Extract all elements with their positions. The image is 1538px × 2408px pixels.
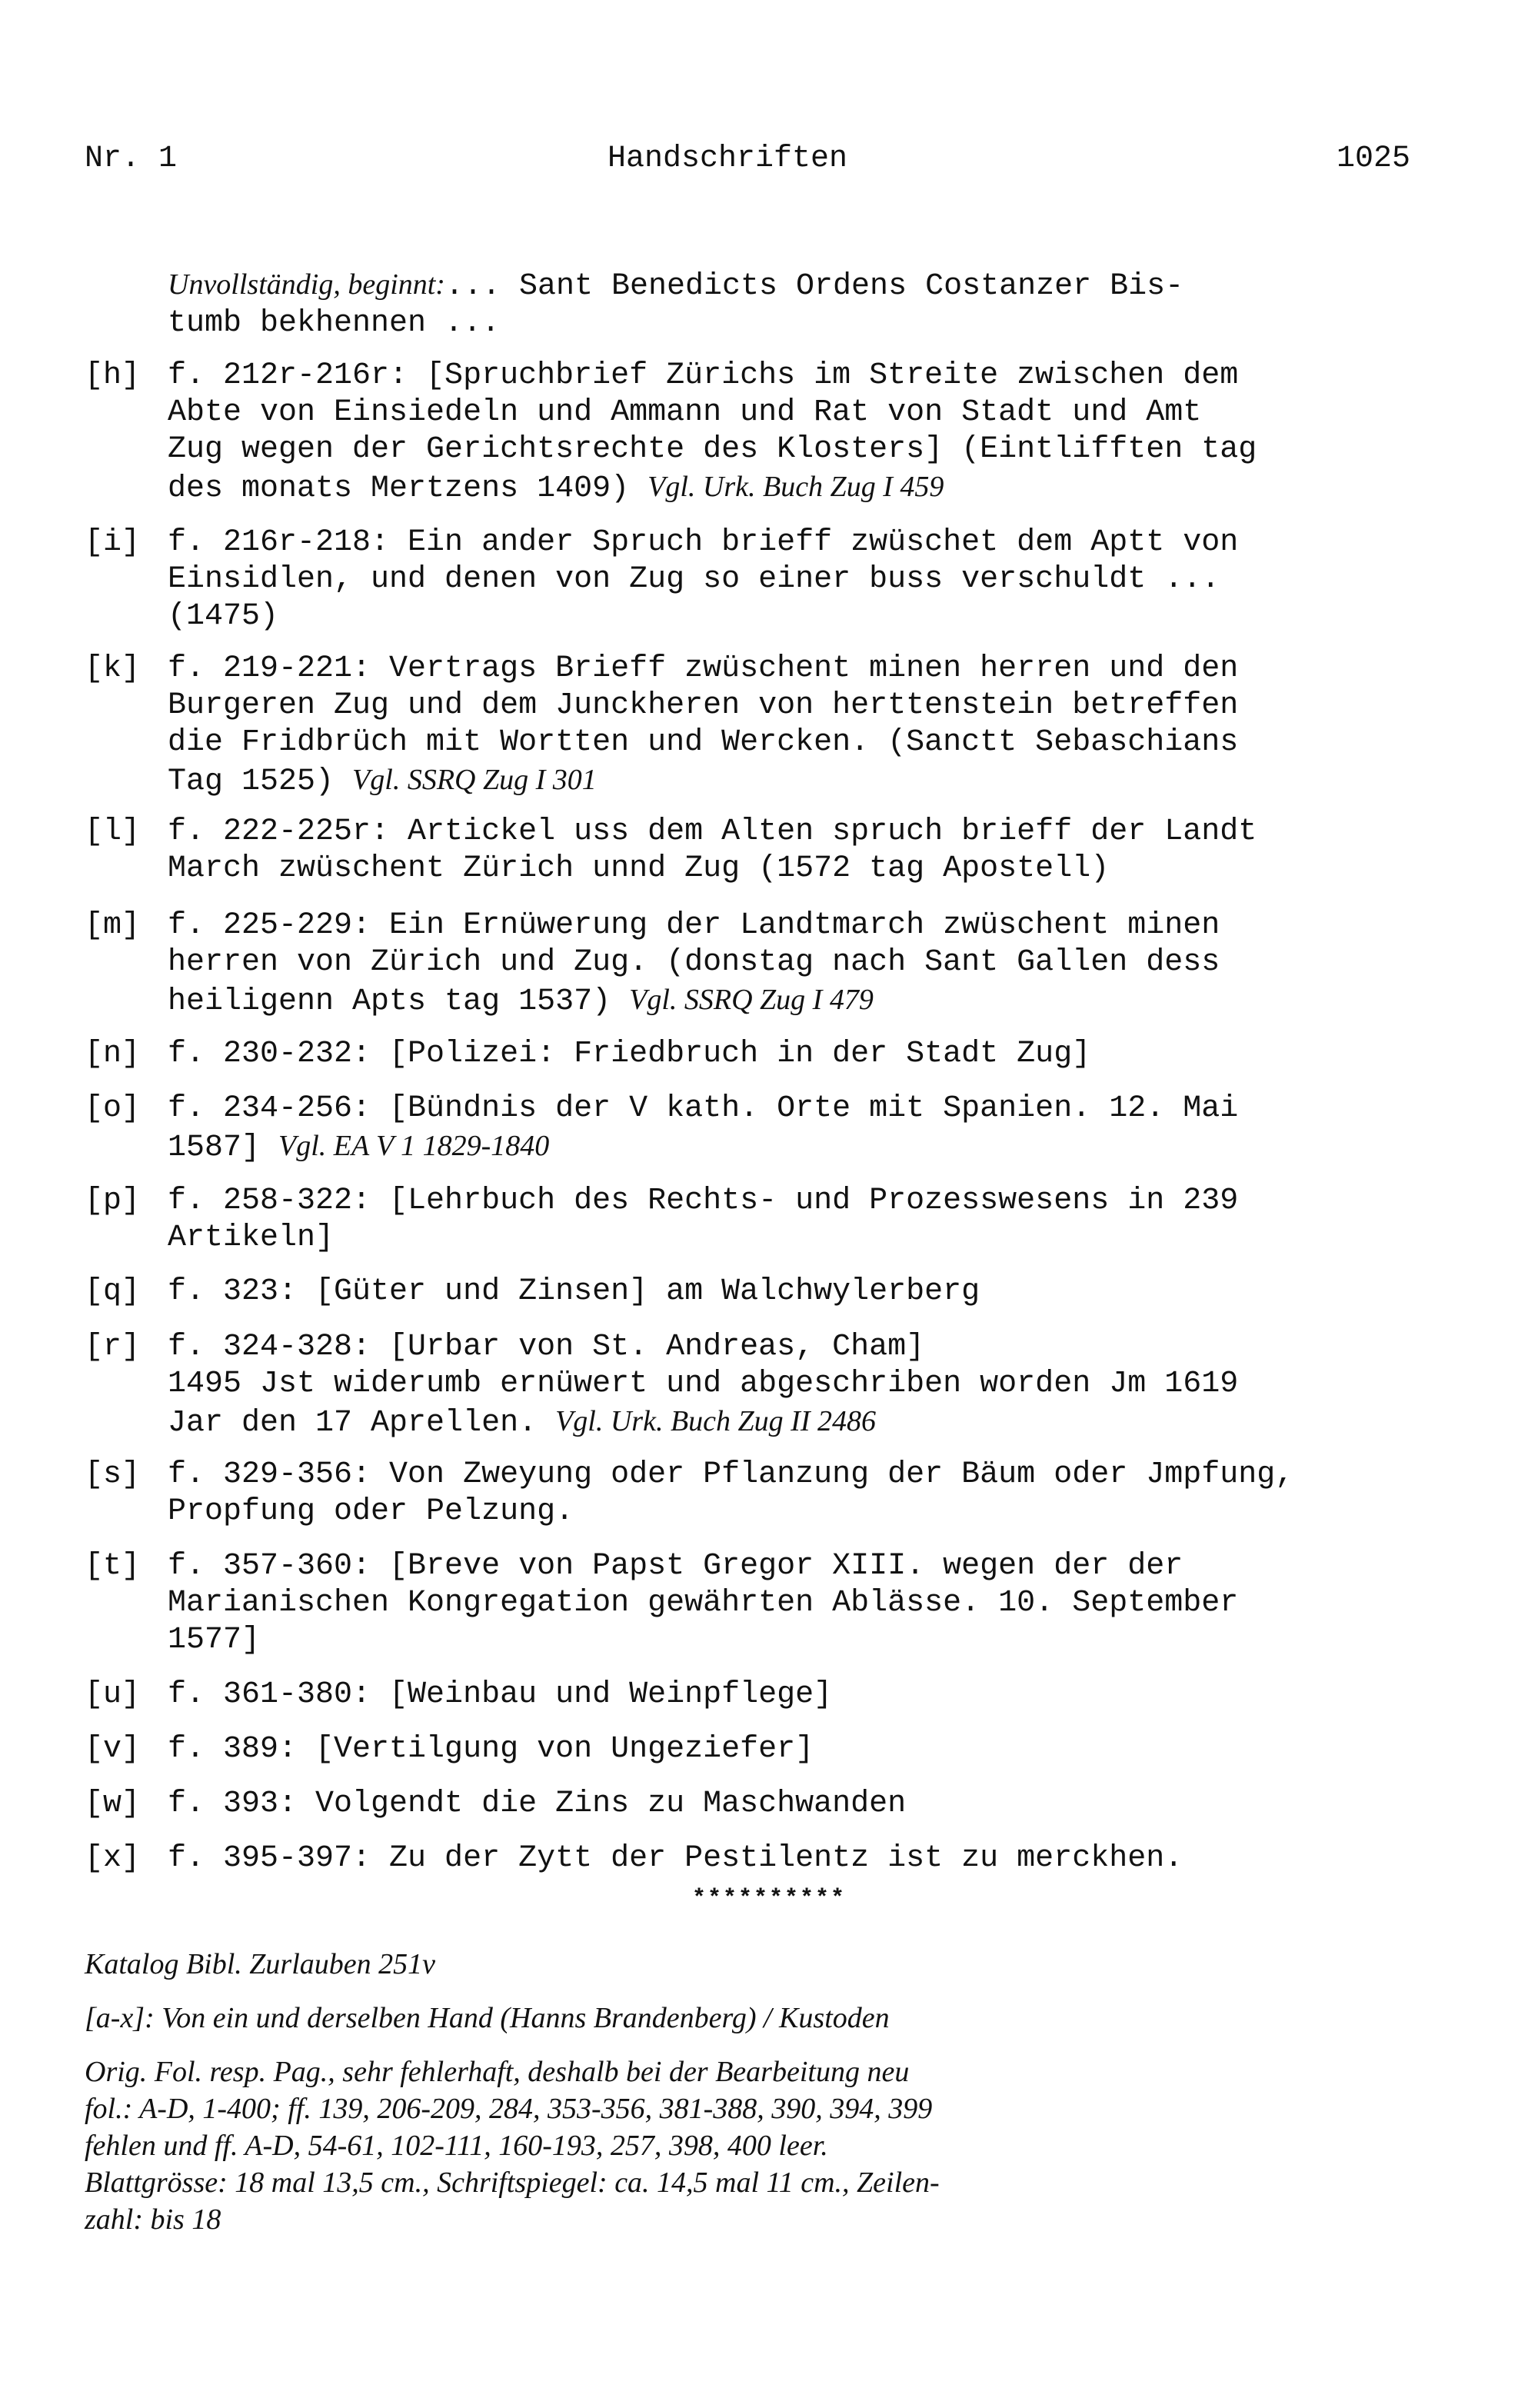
entry-line: 1495 Jst widerumb ernüwert und abgeschriben worden Jm 1619 (168, 1367, 1239, 1401)
entry-text (168, 1274, 1460, 1311)
description-line: Blattgrösse: 18 mal 13,5 cm., Schriftspiegel: ca. 14,5 mal 11 cm., Zeilen- (85, 2167, 940, 2199)
entry-reference: Vgl. EA V 1 1829-1840 (278, 1130, 550, 1162)
entry-label: [u] (85, 1677, 141, 1712)
entry-label: [i] (85, 525, 141, 560)
entry-label: [m] (85, 908, 141, 943)
entry-text (168, 814, 1460, 888)
entry-line: Tag 1525) (168, 764, 353, 799)
intro-italic: Unvollständig, beginnt: (168, 268, 445, 301)
entry-line: Artikeln] (168, 1221, 335, 1255)
entry-line: f. 234-256: [Bündnis der V kath. Orte mit Spanien. 12. Mai (168, 1091, 1239, 1126)
entry-text (168, 358, 1460, 508)
entry-reference: Vgl. SSRQ Zug I 301 (352, 764, 597, 796)
hand-line: [a-x]: Von ein und derselben Hand (Hanns Brandenberg) / Kustoden (85, 2002, 890, 2034)
entry-label: [v] (85, 1732, 141, 1767)
running-title: Handschriften (608, 142, 848, 176)
entry-line: 1577] (168, 1623, 261, 1657)
entry-text (168, 525, 1460, 635)
entry-line: 1587] (168, 1131, 279, 1165)
entry-line: f. 212r-216r: [Spruchbrief Zürichs im Streite zwischen dem (168, 358, 1239, 393)
entry-line: f. 219-221: Vertrags Brieff zwüschent minen herren und den (168, 651, 1239, 686)
entry-line: f. 395-397: Zu der Zytt der Pestilentz ist zu merckhen. (168, 1841, 1183, 1876)
description-line: zahl: bis 18 (85, 2203, 221, 2236)
entry-line: March zwüschent Zürich unnd Zug (1572 tag Apostell) (168, 851, 1110, 886)
entry-line: heiligenn Apts tag 1537) (168, 984, 630, 1019)
description-line: fol.: A-D, 1-400; ff. 139, 206-209, 284, 353-356, 381-388, 390, 394, 399 (85, 2093, 933, 2125)
entry-line: f. 323: [Güter und Zinsen] am Walchwylerberg (168, 1274, 980, 1309)
entry-text (168, 1677, 1460, 1714)
entry-label: [h] (85, 358, 141, 393)
entry-text (168, 1786, 1460, 1823)
entry-label: [t] (85, 1549, 141, 1584)
entry-line: f. 324-328: [Urbar von St. Andreas, Cham] (168, 1330, 925, 1364)
entry-label: [s] (85, 1457, 141, 1492)
entry-line: f. 230-232: [Polizei: Friedbruch in der Stadt Zug] (168, 1037, 1091, 1071)
entry-line: f. 222-225r: Artickel uss dem Alten spruch brieff der Landt (168, 814, 1257, 849)
entry-reference: Vgl. SSRQ Zug I 479 (629, 984, 874, 1016)
intro-line-2: tumb bekhennen ... (168, 306, 501, 341)
entry-label: [o] (85, 1091, 141, 1126)
entry-label: [q] (85, 1274, 141, 1309)
entry-reference: Vgl. Urk. Buch Zug I 459 (647, 471, 944, 503)
entry-last-line (168, 468, 1460, 508)
entry-line: f. 361-380: [Weinbau und Weinpflege] (168, 1677, 833, 1712)
entry-label: [r] (85, 1330, 141, 1364)
entry-line: Jar den 17 Aprellen. (168, 1406, 556, 1440)
entry-last-line (168, 1127, 1460, 1167)
catalog-line: Katalog Bibl. Zurlauben 251v (85, 1948, 435, 1980)
separator-stars: ********** (691, 1886, 847, 1912)
entry-text (168, 1457, 1460, 1530)
page-number: 1025 (1337, 142, 1411, 176)
entry-last-line (168, 981, 1460, 1021)
entry-label: [p] (85, 1184, 141, 1218)
header-left: Nr. 1 (85, 142, 178, 176)
entry-label: [l] (85, 814, 141, 849)
entry-line: f. 389: [Vertilgung von Ungeziefer] (168, 1732, 814, 1767)
entry-line: Einsidlen, und denen von Zug so einer buss verschuldt ... (168, 562, 1220, 597)
entry-line: Marianischen Kongregation gewährten Ablässe. 10. September (168, 1586, 1239, 1620)
entry-line: f. 225-229: Ein Ernüwerung der Landtmarch zwüschent minen (168, 908, 1220, 943)
entry-text (168, 908, 1460, 1021)
entry-text (168, 1091, 1460, 1167)
entry-line: Abte von Einsiedeln und Ammann und Rat von Stadt und Amt (168, 395, 1202, 430)
entry-line: des monats Mertzens 1409) (168, 471, 648, 506)
entry-line: f. 357-360: [Breve von Papst Gregor XIII. wegen der der (168, 1549, 1183, 1584)
entry-text (168, 1329, 1460, 1442)
intro-line-1: ... Sant Benedicts Ordens Costanzer Bis- (444, 269, 1184, 304)
entry-last-line (168, 1403, 1460, 1442)
entry-text (168, 1036, 1460, 1073)
entry-line: f. 216r-218: Ein ander Spruch brieff zwüschet dem Aptt von (168, 525, 1239, 560)
entry-line: f. 329-356: Von Zweyung oder Pflanzung der Bäum oder Jmpfung, (168, 1457, 1294, 1492)
entry-text (168, 1548, 1460, 1659)
entry-line: herren von Zürich und Zug. (donstag nach Sant Gallen dess (168, 945, 1220, 980)
entry-text (168, 651, 1460, 801)
entry-label: [w] (85, 1787, 141, 1821)
entry-line: Burgeren Zug und dem Junckheren von herttenstein betreffen (168, 688, 1239, 723)
entry-line: f. 393: Volgendt die Zins zu Maschwanden (168, 1787, 907, 1821)
entry-line: (1475) (168, 599, 279, 634)
entry-text (168, 1731, 1460, 1768)
entry-line: f. 258-322: [Lehrbuch des Rechts- und Prozesswesens in 239 (168, 1184, 1239, 1218)
entry-line: Propfung oder Pelzung. (168, 1494, 574, 1529)
entry-label: [k] (85, 651, 141, 686)
entry-text (168, 1183, 1460, 1257)
entry-line: die Fridbrüch mit Wortten und Wercken. (Sanctt Sebaschians (168, 725, 1239, 760)
description-line: fehlen und ff. A-D, 54-61, 102-111, 160-193, 257, 398, 400 leer. (85, 2130, 828, 2162)
entry-label: [x] (85, 1841, 141, 1876)
entry-text (168, 1840, 1460, 1877)
entry-last-line (168, 761, 1460, 801)
entry-label: [n] (85, 1037, 141, 1071)
description-line: Orig. Fol. resp. Pag., sehr fehlerhaft, deshalb bei der Bearbeitung neu (85, 2056, 910, 2088)
entry-reference: Vgl. Urk. Buch Zug II 2486 (555, 1405, 876, 1437)
entry-line: Zug wegen der Gerichtsrechte des Klosters] (Eintlifften tag (168, 432, 1257, 467)
